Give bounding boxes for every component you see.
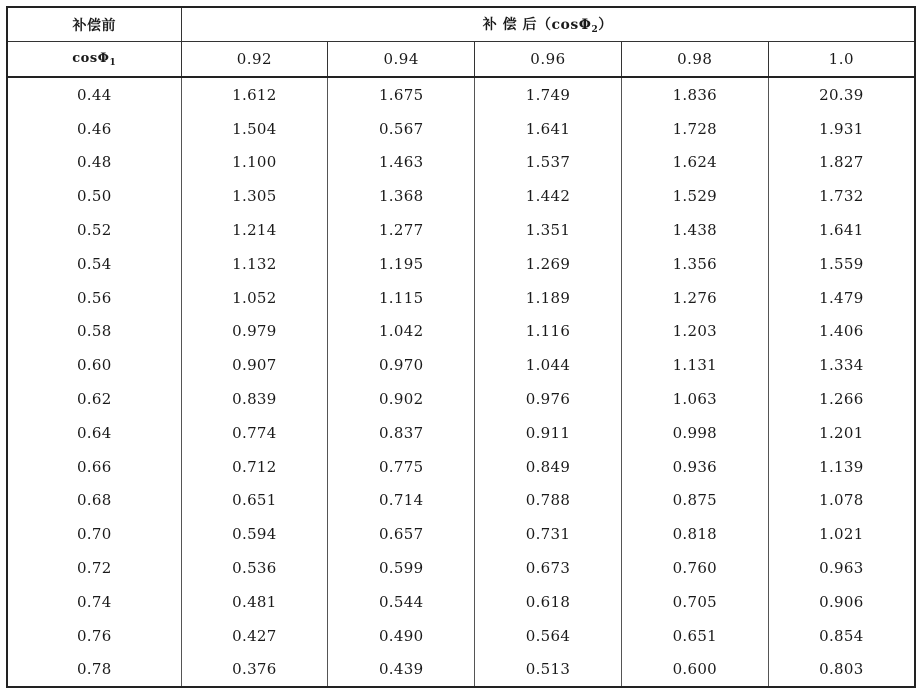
table-row xyxy=(7,653,915,688)
value-cell: 1.612 xyxy=(181,77,328,112)
row-label-cell: 0.66 xyxy=(7,450,181,484)
value-cell: 0.567 xyxy=(328,112,475,146)
row-label-cell: 0.60 xyxy=(7,348,181,382)
row-label-cell: 0.54 xyxy=(7,247,181,281)
value-cell: 0.911 xyxy=(475,416,622,450)
value-cell: 0.712 xyxy=(181,450,328,484)
value-cell: 0.970 xyxy=(328,348,475,382)
table-row xyxy=(7,77,915,112)
value-cell: 1.479 xyxy=(768,281,915,315)
value-cell: 0.998 xyxy=(621,416,768,450)
value-cell: 0.906 xyxy=(768,585,915,619)
value-cell: 0.490 xyxy=(328,619,475,653)
value-cell: 20.39 xyxy=(768,77,915,112)
value-cell: 0.481 xyxy=(181,585,328,619)
before-compensation-header: 补偿前 xyxy=(7,7,181,42)
value-cell: 0.875 xyxy=(621,484,768,518)
row-label-cell: 0.72 xyxy=(7,551,181,585)
value-cell: 0.536 xyxy=(181,551,328,585)
column-header: 0.96 xyxy=(475,42,622,78)
value-cell: 0.760 xyxy=(621,551,768,585)
value-cell: 0.618 xyxy=(475,585,622,619)
value-cell: 1.529 xyxy=(621,179,768,213)
value-cell: 1.931 xyxy=(768,112,915,146)
value-cell: 0.599 xyxy=(328,551,475,585)
table-row xyxy=(7,416,915,450)
row-label-cell: 0.46 xyxy=(7,112,181,146)
table-row xyxy=(7,585,915,619)
value-cell: 1.214 xyxy=(181,213,328,247)
cos-phi1-header xyxy=(7,42,181,78)
value-cell: 0.775 xyxy=(328,450,475,484)
value-cell: 1.044 xyxy=(475,348,622,382)
value-cell: 0.818 xyxy=(621,517,768,551)
row-label-cell: 0.48 xyxy=(7,146,181,180)
after-compensation-subscript: 2 xyxy=(591,25,599,35)
value-cell: 1.042 xyxy=(328,315,475,349)
row-label-cell: 0.74 xyxy=(7,585,181,619)
cos-phi1-label: cosΦ xyxy=(72,50,110,66)
value-cell: 1.732 xyxy=(768,179,915,213)
value-cell: 1.351 xyxy=(475,213,622,247)
value-cell: 1.276 xyxy=(621,281,768,315)
value-cell: 0.774 xyxy=(181,416,328,450)
column-header: 1.0 xyxy=(768,42,915,78)
after-compensation-header xyxy=(181,7,915,42)
table-header xyxy=(7,7,915,77)
table-row xyxy=(7,551,915,585)
value-cell: 0.976 xyxy=(475,382,622,416)
value-cell: 0.714 xyxy=(328,484,475,518)
after-compensation-label: 补 偿 后（cosΦ xyxy=(482,17,592,33)
value-cell: 1.201 xyxy=(768,416,915,450)
value-cell: 1.406 xyxy=(768,315,915,349)
column-header: 0.98 xyxy=(621,42,768,78)
table-row xyxy=(7,146,915,180)
row-label-cell: 0.44 xyxy=(7,77,181,112)
row-label-cell: 0.64 xyxy=(7,416,181,450)
value-cell: 1.063 xyxy=(621,382,768,416)
value-cell: 0.907 xyxy=(181,348,328,382)
value-cell: 0.600 xyxy=(621,653,768,688)
value-cell: 0.839 xyxy=(181,382,328,416)
value-cell: 0.788 xyxy=(475,484,622,518)
row-label-cell: 0.68 xyxy=(7,484,181,518)
row-label-cell: 0.76 xyxy=(7,619,181,653)
row-label-cell: 0.70 xyxy=(7,517,181,551)
value-cell: 1.438 xyxy=(621,213,768,247)
compensation-table xyxy=(6,6,916,688)
table-row xyxy=(7,247,915,281)
value-cell: 1.100 xyxy=(181,146,328,180)
value-cell: 1.078 xyxy=(768,484,915,518)
table-row xyxy=(7,348,915,382)
row-label-cell: 0.78 xyxy=(7,653,181,688)
table-row xyxy=(7,517,915,551)
value-cell: 0.705 xyxy=(621,585,768,619)
value-cell: 1.195 xyxy=(328,247,475,281)
table-row xyxy=(7,450,915,484)
value-cell: 1.266 xyxy=(768,382,915,416)
value-cell: 0.854 xyxy=(768,619,915,653)
row-label-cell: 0.58 xyxy=(7,315,181,349)
table-row xyxy=(7,619,915,653)
table-row xyxy=(7,112,915,146)
compensation-table-page xyxy=(6,6,914,682)
value-cell: 0.439 xyxy=(328,653,475,688)
table-row xyxy=(7,179,915,213)
cos-phi1-subscript: 1 xyxy=(109,57,117,68)
value-cell: 1.356 xyxy=(621,247,768,281)
value-cell: 1.641 xyxy=(475,112,622,146)
value-cell: 1.641 xyxy=(768,213,915,247)
value-cell: 1.189 xyxy=(475,281,622,315)
value-cell: 1.728 xyxy=(621,112,768,146)
value-cell: 1.504 xyxy=(181,112,328,146)
value-cell: 1.139 xyxy=(768,450,915,484)
column-header: 0.92 xyxy=(181,42,328,78)
row-label-cell: 0.52 xyxy=(7,213,181,247)
value-cell: 1.116 xyxy=(475,315,622,349)
value-cell: 0.731 xyxy=(475,517,622,551)
value-cell: 0.594 xyxy=(181,517,328,551)
table-row xyxy=(7,281,915,315)
row-label-cell: 0.50 xyxy=(7,179,181,213)
value-cell: 1.021 xyxy=(768,517,915,551)
value-cell: 1.305 xyxy=(181,179,328,213)
value-cell: 1.132 xyxy=(181,247,328,281)
column-header: 0.94 xyxy=(328,42,475,78)
row-label-cell: 0.56 xyxy=(7,281,181,315)
value-cell: 1.537 xyxy=(475,146,622,180)
value-cell: 1.368 xyxy=(328,179,475,213)
value-cell: 1.203 xyxy=(621,315,768,349)
value-cell: 1.675 xyxy=(328,77,475,112)
after-compensation-close: ） xyxy=(598,17,613,33)
table-row xyxy=(7,382,915,416)
value-cell: 0.936 xyxy=(621,450,768,484)
header-row-top xyxy=(7,7,915,42)
value-cell: 1.463 xyxy=(328,146,475,180)
value-cell: 0.564 xyxy=(475,619,622,653)
value-cell: 1.334 xyxy=(768,348,915,382)
value-cell: 0.427 xyxy=(181,619,328,653)
table-row xyxy=(7,484,915,518)
header-row-columns xyxy=(7,42,915,78)
value-cell: 0.376 xyxy=(181,653,328,688)
value-cell: 1.269 xyxy=(475,247,622,281)
table-row xyxy=(7,315,915,349)
table-body xyxy=(7,77,915,687)
value-cell: 1.836 xyxy=(621,77,768,112)
value-cell: 1.559 xyxy=(768,247,915,281)
value-cell: 0.544 xyxy=(328,585,475,619)
value-cell: 1.749 xyxy=(475,77,622,112)
value-cell: 1.131 xyxy=(621,348,768,382)
value-cell: 0.657 xyxy=(328,517,475,551)
row-label-cell: 0.62 xyxy=(7,382,181,416)
value-cell: 1.624 xyxy=(621,146,768,180)
value-cell: 0.803 xyxy=(768,653,915,688)
value-cell: 1.277 xyxy=(328,213,475,247)
value-cell: 0.513 xyxy=(475,653,622,688)
value-cell: 0.837 xyxy=(328,416,475,450)
value-cell: 0.963 xyxy=(768,551,915,585)
value-cell: 0.849 xyxy=(475,450,622,484)
table-row xyxy=(7,213,915,247)
value-cell: 1.115 xyxy=(328,281,475,315)
value-cell: 0.673 xyxy=(475,551,622,585)
value-cell: 0.651 xyxy=(181,484,328,518)
value-cell: 1.442 xyxy=(475,179,622,213)
value-cell: 0.902 xyxy=(328,382,475,416)
value-cell: 0.651 xyxy=(621,619,768,653)
value-cell: 1.827 xyxy=(768,146,915,180)
value-cell: 0.979 xyxy=(181,315,328,349)
value-cell: 1.052 xyxy=(181,281,328,315)
